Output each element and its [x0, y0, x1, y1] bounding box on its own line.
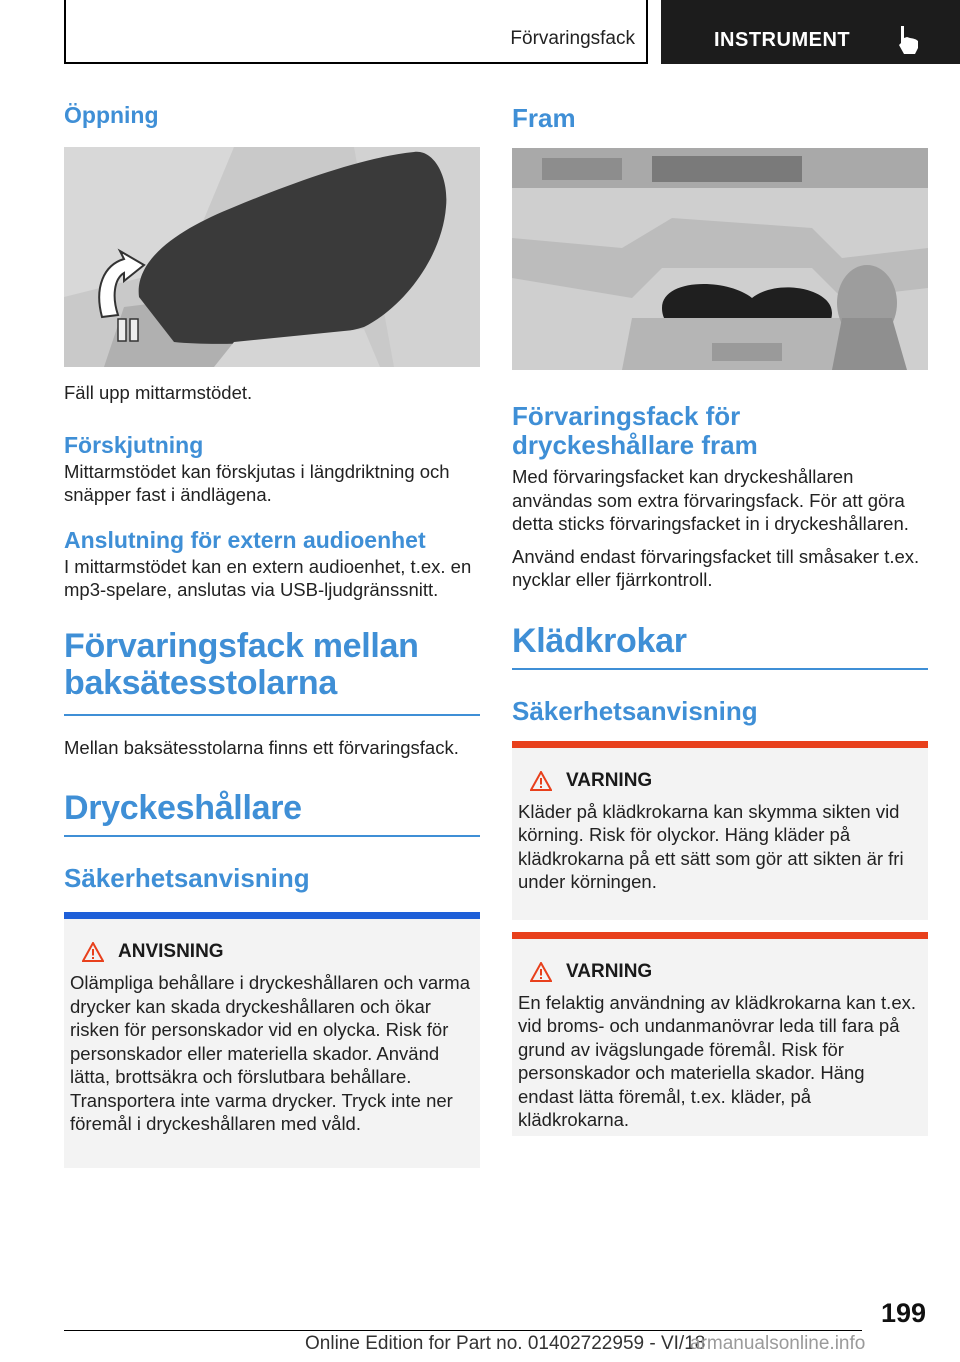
section-rule: [512, 668, 928, 670]
notice-box: [64, 912, 480, 1168]
heading-fram: Fram: [512, 103, 576, 133]
watermark: armanualsonline.info: [690, 1333, 866, 1354]
header-section-title: Förvaringsfack: [510, 28, 635, 49]
footer-edition: Online Edition for Part no. 01402722959 - VI/18: [305, 1333, 706, 1354]
warning-triangle-icon: [530, 962, 552, 982]
warning-box-1: [512, 741, 928, 920]
armrest-illustration: [64, 147, 480, 367]
warning-title: VARNING: [566, 960, 653, 982]
left-column: [64, 102, 480, 1168]
warning-header: [512, 939, 928, 983]
cupholder-photo: [512, 148, 928, 370]
heading-forskjutning: Förskjutning: [64, 431, 204, 458]
warning-header: [512, 748, 928, 792]
heading-sakerhetsanvisning-right: Säkerhetsanvisning: [512, 695, 758, 726]
notice-header: [64, 919, 480, 963]
warning-title: VARNING: [566, 769, 653, 791]
warning-triangle-icon: [82, 942, 104, 962]
warning-bar: [512, 741, 928, 748]
warning-bar: [512, 932, 928, 939]
para-forvaringsfack-fram-1: Med förvaringsfacket kan dryckeshållaren användas som extra förvaringsfack. För att göra detta sticks förvaringsfacket in i dryckeshållaren.: [512, 466, 909, 534]
para-anslutning: I mittarmstödet kan en extern audioenhet, t.ex. en mp3-spelare, anslutas via USB-ljudgränssnitt.: [64, 555, 472, 600]
heading-oppning: Öppning: [64, 102, 159, 128]
para-forskjutning: Mittarmstödet kan förskjutas i längdriktning och snäpper fast i ändlägena.: [64, 460, 450, 505]
heading-sakerhetsanvisning-left: Säkerhetsanvisning: [64, 863, 310, 893]
warning-triangle-icon: [530, 771, 552, 791]
section-rule: [64, 835, 480, 837]
header-chapter-title: INSTRUMENT: [714, 29, 851, 51]
notice-title: ANVISNING: [118, 941, 224, 962]
warning-box-2: [512, 932, 928, 1136]
section-rule: [64, 714, 480, 716]
notice-text: Olämpliga behållare i dryckeshållaren och varma drycker kan skada dryckeshållaren och ökar risken för personskador vid en olycka. Risk för personskador eller materiella skador. Använd lätta, brottsäkra och förslutbara behållare. Transportera inte varma drycker. Tryck inte ner föremål i dryckeshållaren med våld.: [70, 972, 470, 1134]
para-forvaringsfack-fram-2: Använd endast förvaringsfacket till småsaker t.ex. nycklar eller fjärrkontroll.: [512, 545, 920, 590]
page-number: 199: [880, 1298, 926, 1328]
heading-forvaringsfack-fram: Förvaringsfack för dryckeshållare fram: [512, 401, 758, 460]
footer-rule: [64, 1330, 862, 1331]
cupholder-illustration: [512, 148, 928, 370]
caption-oppning: Fäll upp mittarmstödet.: [64, 382, 253, 403]
para-forvaringsfack: Mellan baksätesstolarna finns ett förvaringsfack.: [64, 736, 459, 758]
notice-bar: [64, 912, 480, 919]
warning-text: Kläder på klädkrokarna kan skymma sikten vid körning. Risk för olyckor. Häng kläder på klädkrokarna på ett sätt som gör att sikten är fri under körningen.: [518, 800, 904, 892]
heading-dryckeshallare: Dryckeshållare: [64, 789, 302, 827]
warning-text: En felaktig användning av klädkrokarna kan t.ex. vid broms- och undanmanövrar leda till fara på grund av ivägslungade föremål. Risk för personskador och materiella skador. Häng endast lätta föremål, t.ex. kläder, på klädkrokarna.: [518, 991, 916, 1130]
armrest-photo: [64, 147, 480, 367]
heading-kladkrokar: Klädkrokar: [512, 621, 687, 660]
heading-forvaringsfack-mellan: Förvaringsfack mellan baksätesstolarna: [64, 626, 419, 702]
pointing-hand-icon: [893, 24, 925, 56]
right-column: [512, 102, 928, 1136]
heading-anslutning: Anslutning för extern audioenhet: [64, 526, 426, 553]
header-chapter-tab[interactable]: [661, 0, 960, 64]
